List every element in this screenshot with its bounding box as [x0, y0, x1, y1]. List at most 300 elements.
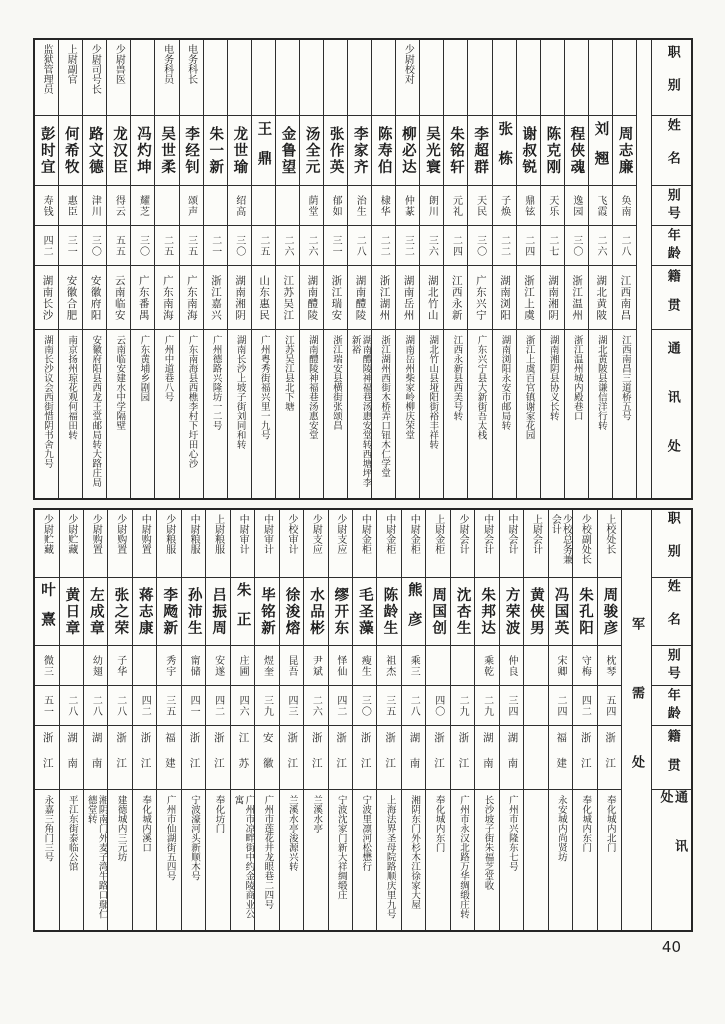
address-cell: 广州市永汉北路万华绸缎庄转 — [458, 795, 470, 919]
origin-cell — [524, 726, 547, 790]
row-label-position: 职别 — [652, 40, 691, 116]
row-label-alias: 别号 — [652, 186, 691, 226]
person-column — [82, 40, 106, 498]
origin-cell: 福建 — [549, 726, 572, 790]
age-cell: 二八 — [60, 686, 83, 726]
address-cell: 江西永新县西美号转 — [451, 335, 463, 421]
address-cell: 广东南海县西樵李村下圩田心沙 — [186, 335, 198, 468]
position-cell: 少校副处长 — [573, 510, 596, 578]
position-cell: 中尉金柜 — [377, 510, 400, 578]
name-cell: 水品彬 — [304, 578, 327, 646]
name-cell: 朱铭轩 — [444, 116, 467, 186]
position-cell: 中尉粮服 — [182, 510, 205, 578]
name-cell: 陈寿伯 — [372, 116, 395, 186]
age-cell: 三〇 — [468, 226, 491, 266]
origin-cell: 湖南湘阴 — [228, 266, 251, 330]
alias-cell — [204, 186, 227, 226]
name-cell: 冯国英 — [549, 578, 572, 646]
address-cell: 云南临安建水中学隔壁 — [114, 335, 126, 430]
alias-cell — [133, 646, 156, 686]
position-cell: 上尉副官 — [59, 40, 82, 116]
alias-cell: 煜奎 — [255, 646, 278, 686]
position-cell: 少尉粮服 — [157, 510, 180, 578]
person-column — [203, 40, 227, 498]
alias-cell: 秀宇 — [157, 646, 180, 686]
name-cell: 吴光寰 — [420, 116, 443, 186]
address-cell: 建德城内三元坊 — [115, 795, 127, 862]
name-cell: 孙沛生 — [182, 578, 205, 646]
person-column — [323, 40, 347, 498]
origin-cell: 湖南浏阳 — [493, 266, 516, 330]
origin-cell: 湖南 — [475, 726, 498, 790]
age-cell: 二二 — [493, 226, 516, 266]
person-column — [299, 40, 323, 498]
person-column — [328, 510, 352, 930]
person-column — [230, 510, 254, 930]
name-cell: 沈杏生 — [451, 578, 474, 646]
age-cell: 三〇 — [353, 686, 376, 726]
address-cell: 宁波濠河头新顺木号 — [189, 795, 201, 881]
origin-cell: 浙江 — [182, 726, 205, 790]
alias-cell: 鼎铉 — [517, 186, 540, 226]
age-cell: 三一 — [324, 226, 347, 266]
age-cell: 二六 — [276, 226, 299, 266]
person-column — [251, 40, 275, 498]
alias-cell: 庄圃 — [231, 646, 254, 686]
position-cell: 少尉贮藏 — [35, 510, 58, 578]
address-cell: 永嘉三角门三号 — [42, 795, 54, 862]
name-cell: 冯灼坤 — [131, 116, 154, 186]
age-cell: 四二 — [133, 686, 156, 726]
address-cell: 广州市兴隆东七号 — [506, 795, 518, 871]
position-cell: 少尉支应 — [304, 510, 327, 578]
name-cell: 龙汉臣 — [107, 116, 130, 186]
origin-cell: 福建 — [157, 726, 180, 790]
alias-cell: 飞霞 — [589, 186, 612, 226]
address-cell: 奉化坊门 — [213, 795, 225, 833]
origin-cell: 广东南海 — [155, 266, 178, 330]
person-column — [401, 510, 425, 930]
origin-cell: 浙江 — [304, 726, 327, 790]
name-cell: 陈克刚 — [541, 116, 564, 186]
age-cell: 四二 — [35, 226, 58, 266]
alias-cell: 治生 — [348, 186, 371, 226]
row-label-origin: 籍贯 — [652, 726, 691, 790]
age-cell: 二一 — [204, 226, 227, 266]
alias-cell: 昆吾 — [280, 646, 303, 686]
row-label-address: 通讯处 — [664, 340, 680, 488]
alias-cell: 寿钱 — [35, 186, 58, 226]
position-cell — [565, 40, 588, 116]
origin-cell: 江苏 — [231, 726, 254, 790]
age-cell: 三一 — [59, 226, 82, 266]
age-cell: 五五 — [107, 226, 130, 266]
position-cell: 少尉会计 — [451, 510, 474, 578]
position-cell: 少校总务兼会计 — [549, 510, 572, 578]
name-cell: 彭时宜 — [35, 116, 58, 186]
person-column — [156, 510, 180, 930]
origin-cell: 浙江嘉兴 — [204, 266, 227, 330]
age-cell: 二九 — [475, 686, 498, 726]
origin-cell: 浙江 — [133, 726, 156, 790]
name-cell: 徐浚熔 — [280, 578, 303, 646]
person-column — [254, 510, 278, 930]
position-cell — [252, 40, 275, 116]
origin-cell: 浙江 — [108, 726, 131, 790]
row-label-age: 年龄 — [652, 226, 691, 266]
person-column — [59, 510, 83, 930]
alias-cell: 朗川 — [420, 186, 443, 226]
age-cell: 三五 — [180, 226, 203, 266]
alias-cell — [155, 186, 178, 226]
age-cell: 二八 — [348, 226, 371, 266]
address-cell: 江苏吴江县北下塘 — [282, 335, 294, 411]
alias-cell: 惠臣 — [59, 186, 82, 226]
person-column — [35, 40, 58, 498]
address-cell: 湖南浏阳永安市邮局转 — [499, 335, 511, 430]
origin-cell: 江苏吴江 — [276, 266, 299, 330]
origin-cell: 云南临安 — [107, 266, 130, 330]
row-label-position: 职别 — [652, 510, 691, 578]
position-cell: 少尉支应 — [329, 510, 352, 578]
position-cell: 中尉会计 — [500, 510, 523, 578]
address-cell: 浙江瑞安县横街张颂昌 — [330, 335, 342, 430]
row-label-column — [651, 510, 691, 930]
section-label: 军需处 — [629, 616, 644, 824]
person-column — [181, 510, 205, 930]
address-cell: 永安城内尚贤坊 — [555, 795, 567, 862]
address-cell: 广州市仙湖街五四号 — [164, 795, 176, 881]
row-label-origin: 籍贯 — [652, 266, 691, 330]
origin-cell: 湖南长沙 — [35, 266, 58, 330]
person-column — [227, 40, 251, 498]
person-column — [376, 510, 400, 930]
alias-cell: 瘦生 — [353, 646, 376, 686]
origin-cell: 湖南 — [402, 726, 425, 790]
origin-cell: 江西南昌 — [613, 266, 636, 330]
person-column — [450, 510, 474, 930]
position-cell: 中尉审计 — [255, 510, 278, 578]
name-cell: 陈龄生 — [377, 578, 400, 646]
address-cell: 长沙坡子街朱福芝堂收 — [482, 795, 494, 890]
position-cell: 中尉审计 — [231, 510, 254, 578]
origin-cell: 湖南醴陵 — [348, 266, 371, 330]
age-cell: 五四 — [598, 686, 621, 726]
age-cell: 四二 — [573, 686, 596, 726]
address-cell: 湖南长沙议会西街惜阴书舍九号 — [42, 335, 54, 468]
alias-cell: 子焕 — [493, 186, 516, 226]
person-column — [540, 40, 564, 498]
alias-cell: 耀芝 — [131, 186, 154, 226]
position-cell — [517, 40, 540, 116]
position-cell: 少尉校对 — [396, 40, 419, 116]
position-cell — [131, 40, 154, 116]
address-cell: 兰溪水亭浚源兴转 — [286, 795, 298, 871]
alias-cell: 枕琴 — [598, 646, 621, 686]
position-cell — [204, 40, 227, 116]
age-cell: 二四 — [549, 686, 572, 726]
person-column — [35, 510, 58, 930]
address-cell: 广州粤秀街福兴里一九号 — [258, 335, 270, 440]
origin-cell: 湖南岳州 — [396, 266, 419, 330]
origin-cell: 湖北竹山 — [420, 266, 443, 330]
alias-cell: 荫堂 — [300, 186, 323, 226]
origin-cell: 山东惠民 — [252, 266, 275, 330]
alias-cell — [426, 646, 449, 686]
person-column — [179, 40, 203, 498]
alias-cell: 天乐 — [541, 186, 564, 226]
roster-table-bottom — [33, 508, 693, 932]
position-cell — [372, 40, 395, 116]
alias-cell: 微三 — [35, 646, 58, 686]
position-cell: 少尉贮藏 — [60, 510, 83, 578]
name-cell: 吴世柔 — [155, 116, 178, 186]
alias-cell: 祖杰 — [377, 646, 400, 686]
section-label-column — [621, 510, 651, 930]
alias-cell: 乘三 — [402, 646, 425, 686]
address-cell: 浙江湖州西街木桥弄口钮木仁学堂 — [379, 335, 391, 478]
name-cell: 刘翘 — [589, 116, 612, 186]
position-cell — [300, 40, 323, 116]
address-cell: 江西南昌三道桥五号 — [619, 335, 631, 421]
origin-cell: 广东番禺 — [131, 266, 154, 330]
age-cell — [524, 686, 547, 726]
address-cell: 广州中道巷八号 — [162, 335, 174, 402]
person-column — [275, 40, 299, 498]
age-cell: 二八 — [613, 226, 636, 266]
section-label-column — [636, 40, 651, 498]
origin-cell: 湖南醴陵 — [300, 266, 323, 330]
position-cell — [589, 40, 612, 116]
position-cell: 上尉会计 — [524, 510, 547, 578]
origin-cell: 浙江 — [35, 726, 58, 790]
person-column — [132, 510, 156, 930]
position-cell — [276, 40, 299, 116]
origin-cell: 湖南 — [84, 726, 107, 790]
position-cell: 少校审计 — [280, 510, 303, 578]
alias-cell: 安遂 — [206, 646, 229, 686]
person-column — [279, 510, 303, 930]
age-cell: 二九 — [451, 686, 474, 726]
age-cell: 二六 — [589, 226, 612, 266]
name-cell: 张作英 — [324, 116, 347, 186]
name-cell: 张之荣 — [108, 578, 131, 646]
address-cell: 浙江温州城内殿巷口 — [571, 335, 583, 421]
origin-cell: 浙江温州 — [565, 266, 588, 330]
name-cell: 缪开东 — [329, 578, 352, 646]
name-cell: 蒋志康 — [133, 578, 156, 646]
address-cell: 兰溪水亭 — [311, 795, 323, 833]
origin-cell: 湖南 — [60, 726, 83, 790]
origin-cell: 安徽 — [255, 726, 278, 790]
age-cell: 二七 — [541, 226, 564, 266]
name-cell: 李飏新 — [157, 578, 180, 646]
position-cell — [613, 40, 636, 116]
address-cell: 湘阴东门外杉木江徐家大屋 — [409, 795, 421, 909]
name-cell: 周国创 — [426, 578, 449, 646]
address-cell: 广东兴宁县大新街吾太栈 — [475, 335, 487, 440]
address-cell: 安徽府阳县西龙王堂邮局转大路庄局 — [90, 335, 102, 487]
alias-cell: 元礼 — [444, 186, 467, 226]
person-column — [107, 510, 131, 930]
alias-cell: 怿仙 — [329, 646, 352, 686]
alias-cell: 守梅 — [573, 646, 596, 686]
page-number: 40 — [661, 938, 681, 956]
alias-cell: 奂南 — [613, 186, 636, 226]
person-column — [83, 510, 107, 930]
name-cell: 柳必达 — [396, 116, 419, 186]
position-cell: 少尉购置 — [108, 510, 131, 578]
address-cell: 上海法界圣母院路顺庆里九号 — [384, 795, 396, 919]
address-cell: 宁波里凛河松懋行 — [360, 795, 372, 871]
address-cell: 平江东街泰临公馆 — [66, 795, 78, 871]
name-cell: 王鼎 — [252, 116, 275, 186]
position-cell — [324, 40, 347, 116]
person-column — [106, 40, 130, 498]
alias-cell: 棣华 — [372, 186, 395, 226]
address-cell: 广州市莲花井龙眼巷二四号 — [262, 795, 274, 909]
origin-cell: 浙江上虞 — [517, 266, 540, 330]
position-cell: 少尉购置 — [84, 510, 107, 578]
age-cell: 二八 — [402, 686, 425, 726]
age-cell: 四二 — [329, 686, 352, 726]
origin-cell: 浙江 — [598, 726, 621, 790]
alias-cell: 颂声 — [180, 186, 203, 226]
age-cell: 二六 — [300, 226, 323, 266]
name-cell: 朱一新 — [204, 116, 227, 186]
address-cell: 奉化城内北门 — [604, 795, 616, 852]
age-cell: 三四 — [500, 686, 523, 726]
position-cell: 电务科长 — [180, 40, 203, 116]
person-column — [467, 40, 491, 498]
address-cell: 广州市凉畔街中约金陵商业公寓 — [232, 795, 255, 919]
name-cell: 谢叔锐 — [517, 116, 540, 186]
age-cell: 二四 — [517, 226, 540, 266]
address-cell: 湖北黄陂县谦信洋行转 — [595, 335, 607, 430]
address-cell: 宁波沈家门新大祥绸缎庄 — [335, 795, 347, 900]
name-cell: 龙世瑜 — [228, 116, 251, 186]
alias-cell: 乘乾 — [475, 646, 498, 686]
person-column — [130, 40, 154, 498]
alias-cell: 仲良 — [500, 646, 523, 686]
row-label-name: 姓名 — [652, 578, 691, 646]
address-cell: 浙江上虞百官镇谢家花园 — [523, 335, 535, 440]
name-cell: 张栋 — [493, 116, 516, 186]
person-column — [154, 40, 178, 498]
origin-cell: 浙江 — [206, 726, 229, 790]
position-cell — [420, 40, 443, 116]
person-column — [548, 510, 572, 930]
name-cell: 金鲁望 — [276, 116, 299, 186]
alias-cell — [524, 646, 547, 686]
age-cell: 三〇 — [131, 226, 154, 266]
name-cell: 朱邦达 — [475, 578, 498, 646]
address-cell: 奉化城内东门 — [580, 795, 592, 852]
person-column — [58, 40, 82, 498]
age-cell: 四六 — [231, 686, 254, 726]
name-cell: 毕铭新 — [255, 578, 278, 646]
position-cell: 中尉金柜 — [353, 510, 376, 578]
address-cell: 奉化城内东门 — [433, 795, 445, 852]
origin-cell: 广东兴宁 — [468, 266, 491, 330]
name-cell: 朱正 — [231, 578, 254, 646]
position-cell — [348, 40, 371, 116]
name-cell: 汤全元 — [300, 116, 323, 186]
name-cell: 黄侠男 — [524, 578, 547, 646]
age-cell: 二八 — [84, 686, 107, 726]
alias-cell — [60, 646, 83, 686]
name-cell: 程侠魂 — [565, 116, 588, 186]
row-label-alias: 别号 — [652, 646, 691, 686]
age-cell: 二四 — [444, 226, 467, 266]
origin-cell: 浙江 — [426, 726, 449, 790]
origin-cell: 广东南海 — [180, 266, 203, 330]
name-cell: 李经钊 — [180, 116, 203, 186]
name-cell: 方荣波 — [500, 578, 523, 646]
person-column — [443, 40, 467, 498]
address-cell: 湖北竹山县垭阳街裕丰祥转 — [427, 335, 439, 449]
name-cell: 熊彦 — [402, 578, 425, 646]
origin-cell: 浙江 — [280, 726, 303, 790]
alias-cell — [276, 186, 299, 226]
age-cell: 四一 — [182, 686, 205, 726]
age-cell: 三六 — [420, 226, 443, 266]
person-column — [425, 510, 449, 930]
position-cell: 中尉购置 — [133, 510, 156, 578]
origin-cell: 江西永新 — [444, 266, 467, 330]
position-cell: 少尉司号长 — [83, 40, 106, 116]
age-cell: 五一 — [35, 686, 58, 726]
address-cell: 湖南长沙上坡子街刘同和转 — [234, 335, 246, 449]
age-cell: 三九 — [255, 686, 278, 726]
position-cell: 中尉会计 — [475, 510, 498, 578]
name-cell: 左成章 — [84, 578, 107, 646]
address-cell: 湖南醴陵神福巷汤惠安堂转西塘坪李新裕 — [349, 335, 372, 487]
roster-table-top — [33, 38, 693, 500]
person-column — [303, 510, 327, 930]
alias-cell: 甯储 — [182, 646, 205, 686]
person-column — [352, 510, 376, 930]
position-cell — [468, 40, 491, 116]
address-cell: 广东黄埔乡剧园 — [138, 335, 150, 402]
position-cell: 监狱管理员 — [35, 40, 58, 116]
age-cell: 四三 — [280, 686, 303, 726]
position-cell: 上尉粮服 — [206, 510, 229, 578]
alias-cell: 逸园 — [565, 186, 588, 226]
origin-cell: 浙江瑞安 — [324, 266, 347, 330]
address-cell: 湖南岳州柴家岭柳庆荣堂 — [403, 335, 415, 440]
address-cell: 湘阴南门外麦子湾牛路口鄢仁德堂转 — [85, 795, 108, 919]
alias-cell: 郁如 — [324, 186, 347, 226]
name-cell: 叶熹 — [35, 578, 58, 646]
person-column — [347, 40, 371, 498]
name-cell: 朱孔阳 — [573, 578, 596, 646]
alias-cell: 天民 — [468, 186, 491, 226]
age-cell: 三〇 — [565, 226, 588, 266]
origin-cell: 湖北黄陂 — [589, 266, 612, 330]
age-cell: 三〇 — [228, 226, 251, 266]
name-cell: 黄日章 — [60, 578, 83, 646]
origin-cell: 浙江 — [353, 726, 376, 790]
row-label-column — [651, 40, 691, 498]
age-cell: 二五 — [252, 226, 275, 266]
position-cell: 上尉金柜 — [426, 510, 449, 578]
position-cell: 上校处长 — [598, 510, 621, 578]
position-cell: 中尉金柜 — [402, 510, 425, 578]
row-label-age: 年龄 — [652, 686, 691, 726]
alias-cell: 绍高 — [228, 186, 251, 226]
person-column — [395, 40, 419, 498]
